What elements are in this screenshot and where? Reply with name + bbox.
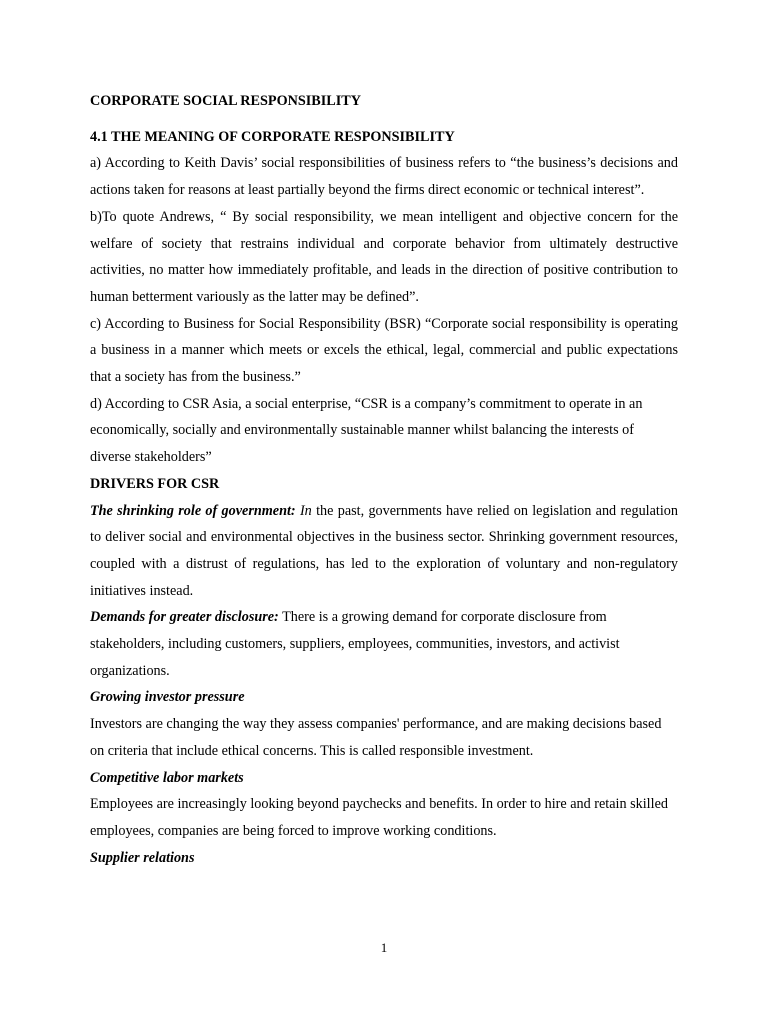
- document-page: [90, 88, 678, 871]
- driver-disclosure-paragraph: [90, 604, 678, 684]
- driver-disclosure-text: There is a growing demand for corporate disclosure from stakeholders, including customers, suppliers, employees, communities, investors, and activist organizations.: [90, 609, 620, 679]
- page-number: 1: [380, 940, 388, 955]
- driver-labor-text: Employees are increasingly looking beyond paychecks and benefits. In order to hire and retain skilled employees, companies are being forced to improve working conditions.: [90, 796, 668, 839]
- driver-shrinking-lead: In: [295, 502, 312, 519]
- document-title: CORPORATE SOCIAL RESPONSIBILITY: [90, 93, 361, 109]
- definition-paragraph: a) According to Keith Davis’ social responsibilities of business refers to “the business’s decisions and actions taken for reasons at least partially beyond the firms direct economic or technical interest”.: [90, 155, 678, 199]
- driver-investor-label: Growing investor pressure: [90, 689, 245, 706]
- driver-shrinking-paragraph: [90, 498, 678, 605]
- driver-disclosure-label: Demands for greater disclosure:: [90, 609, 279, 626]
- drivers-heading: DRIVERS FOR CSR: [90, 475, 220, 492]
- driver-shrinking-text: the past, governments have relied on legislation and regulation to deliver social and environmental objectives in the business sector. Shrinking government resources, coupled with a distrust of regulations, has led to the exploration of voluntary and non-regulatory initiatives instead.: [90, 502, 678, 599]
- definition-paragraph: b)To quote Andrews, “ By social responsibility, we mean intelligent and objective concern for the welfare of society that restrains individual and corporate behavior from ultimately destructive activities, no matter how immediately profitable, and leads in the direction of positive contribution to human betterment variously as the latter may be defined”.: [90, 208, 678, 305]
- driver-shrinking-label: The shrinking role of government:: [90, 502, 296, 519]
- definition-paragraph: c) According to Business for Social Responsibility (BSR) “Corporate social responsibility is operating a business in a manner which meets or excels the ethical, legal, commercial and public expectations that a society has from the business.”: [90, 315, 678, 386]
- driver-labor-label: Competitive labor markets: [90, 769, 244, 786]
- driver-supplier-label: Supplier relations: [90, 849, 195, 866]
- definition-paragraph: d) According to CSR Asia, a social enterprise, “CSR is a company’s commitment to operate in an economically, socially and environmentally sustainable manner whilst balancing the interests of diverse stakeholders”: [90, 395, 643, 466]
- section-heading: 4.1 THE MEANING OF CORPORATE RESPONSIBILITY: [90, 128, 455, 145]
- driver-investor-text: Investors are changing the way they assess companies' performance, and are making decisions based on criteria that include ethical concerns. This is called responsible investment.: [90, 716, 662, 759]
